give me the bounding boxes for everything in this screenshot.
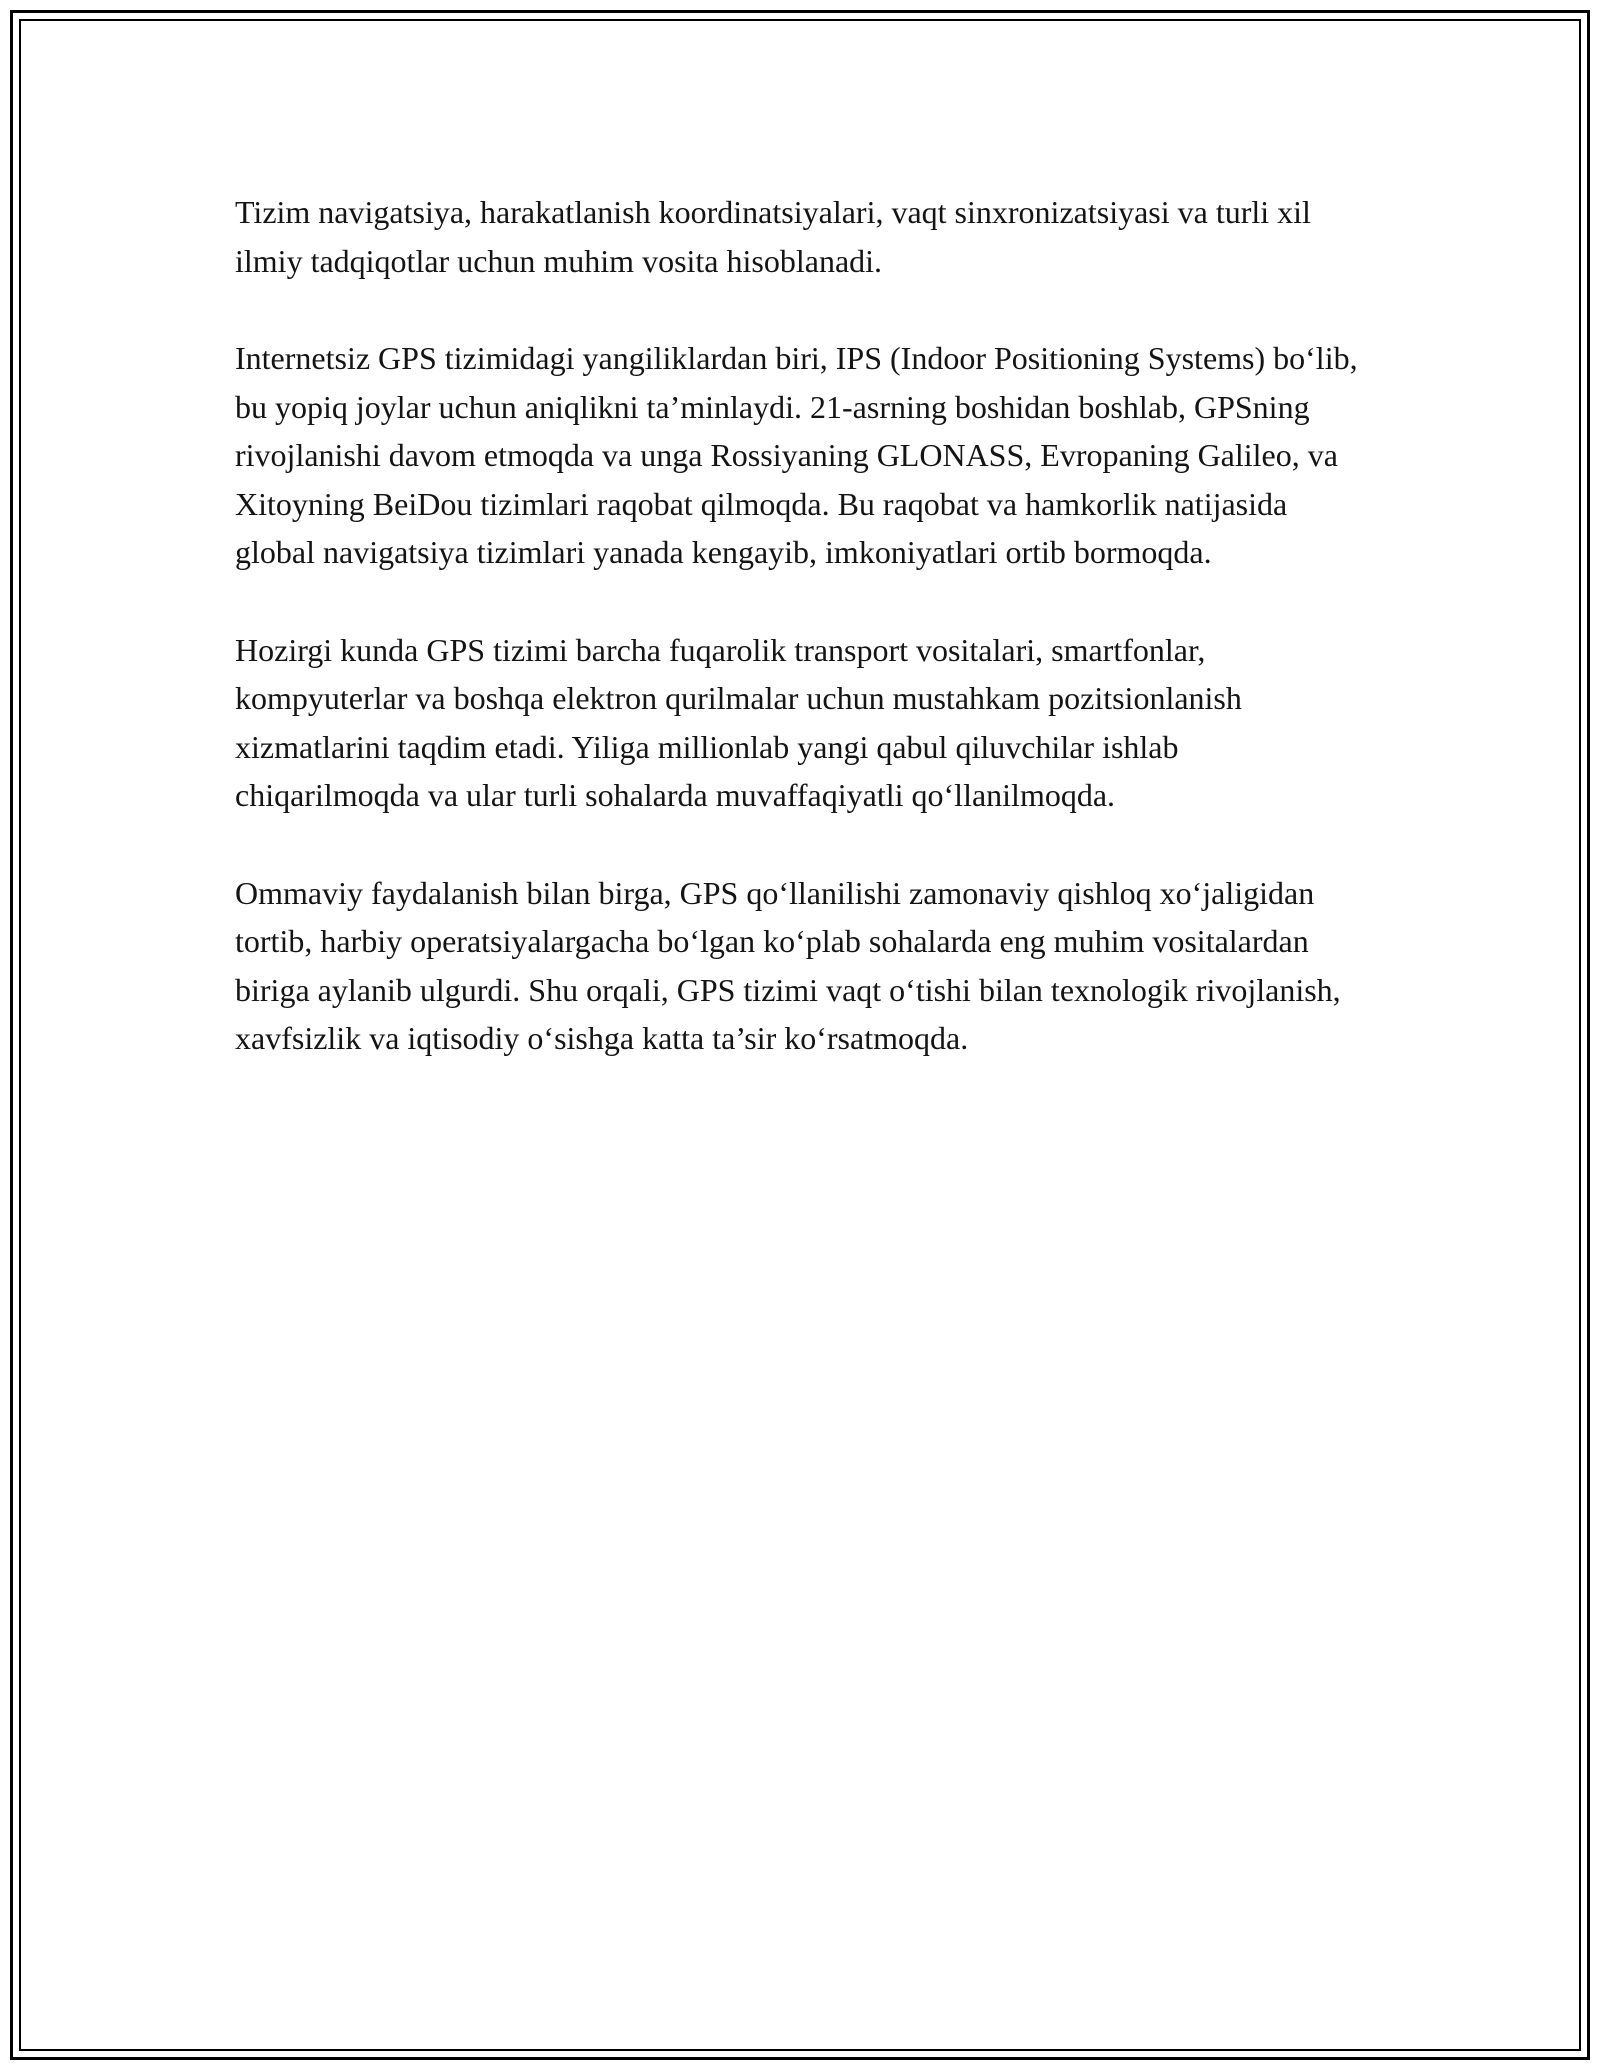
paragraph-ips-gnss: Internetsiz GPS tizimidagi yangiliklardan biri, IPS (Indoor Positioning Systems) bo‘lib, bu yopiq joylar uchun aniqlikni ta’minlaydi. 21-asrning boshidan boshlab, GPSning rivojlanishi davom etmoqda va unga Rossiyaning GLONASS, Evropaning Galileo, va Xitoyning BeiDou tizimlari raqobat qilmoqda. Bu raqobat va hamkorlik natijasida global navigatsiya tizimlari yanada kengayib, imkoniyatlari ortib bormoqda. xyxy=(235,340,1358,570)
paragraph-impact: Ommaviy faydalanish bilan birga, GPS qo‘llanilishi zamonaviy qishloq xo‘jaligidan tortib, harbiy operatsiyalargacha bo‘lgan ko‘plab sohalarda eng muhim vositalardan biriga aylanib ulgurdi. Shu orqali, GPS tizimi vaqt o‘tishi bilan texnologik rivojlanish, xavfsizlik va iqtisodiy o‘sishga katta ta’sir ko‘rsatmoqda. xyxy=(235,874,1341,1056)
paragraph-civil-use: Hozirgi kunda GPS tizimi barcha fuqarolik transport vositalari, smartfonlar, kompyuterlar va boshqa elektron qurilmalar uchun mustahkam pozitsionlanish xizmatlarini taqdim etadi. Yiliga millionlab yangi qabul qiluvchilar ishlab chiqarilmoqda va ular turli sohalarda muvaffaqiyatli qo‘llanilmoqda. xyxy=(235,631,1242,813)
paragraph-intro: Tizim navigatsiya, harakatlanish koordinatsiyalari, vaqt sinxronizatsiyasi va turli xil ilmiy tadqiqotlar uchun muhim vosita hisoblanadi. xyxy=(235,194,1311,279)
document-body xyxy=(235,188,1365,1112)
